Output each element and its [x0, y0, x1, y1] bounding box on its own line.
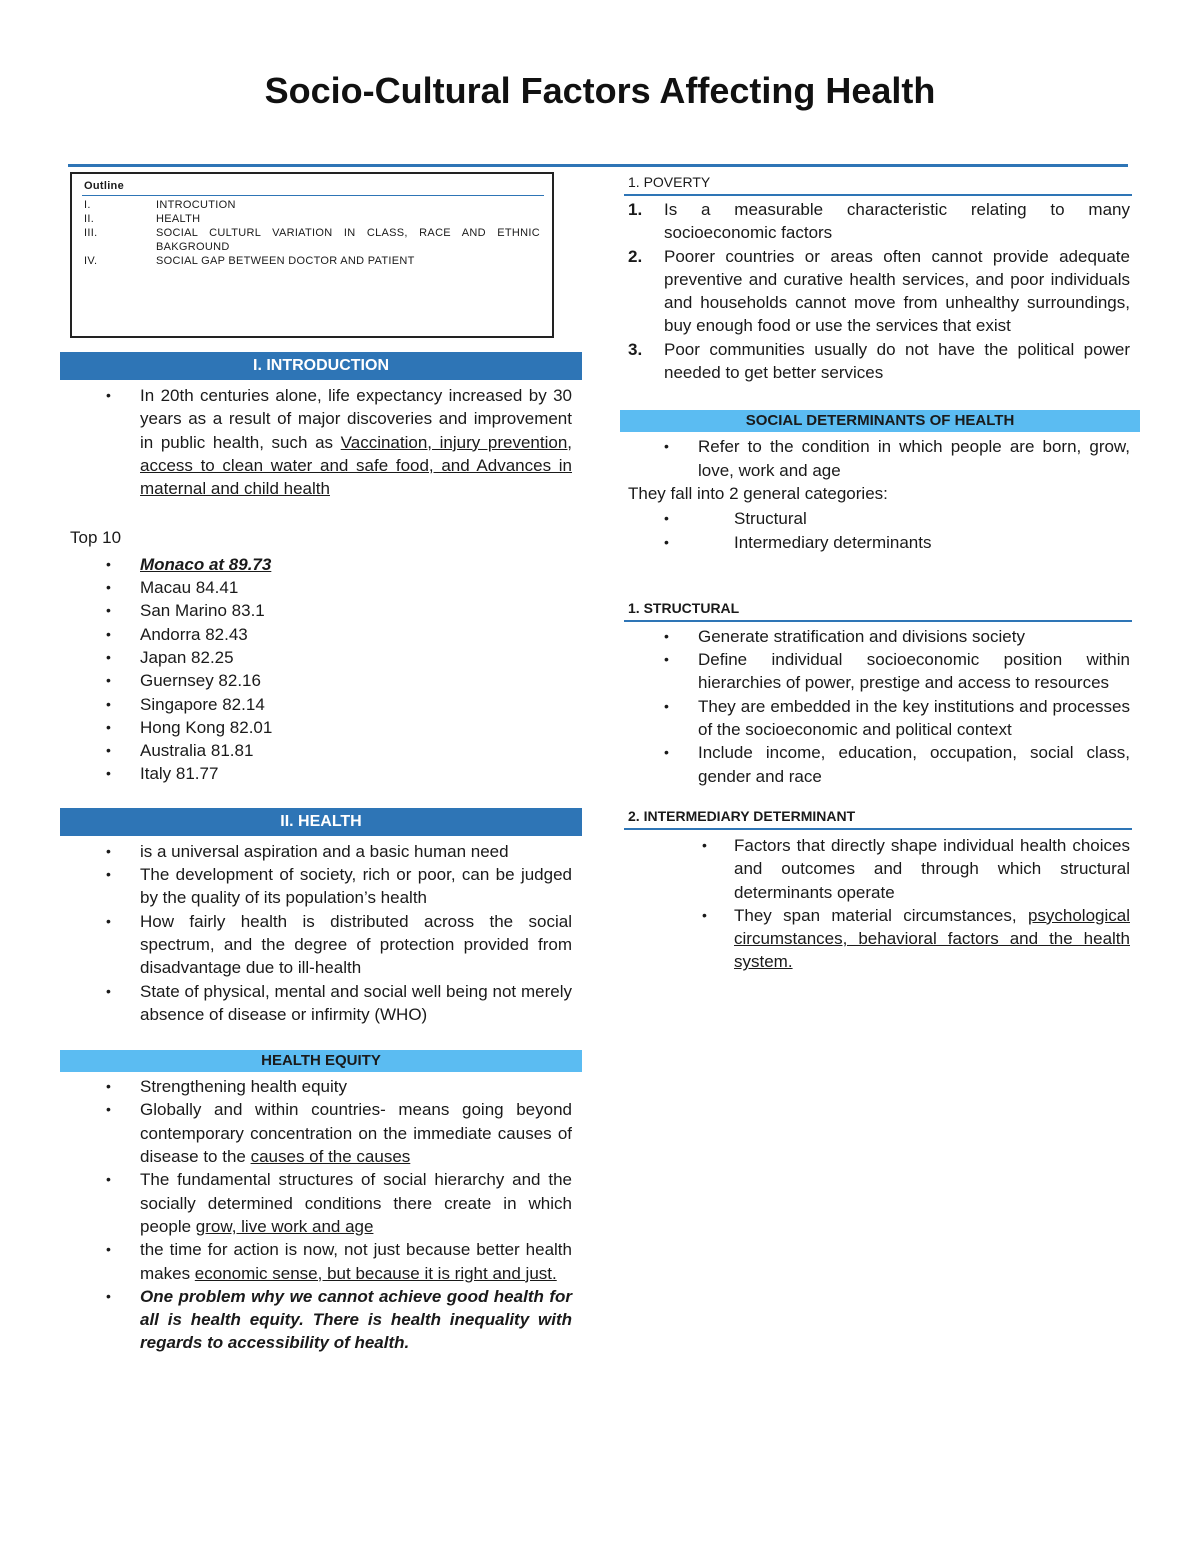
list-item: • Andorra 82.43 — [60, 623, 582, 646]
sdh-categories-intro: They fall into 2 general categories: — [628, 483, 888, 503]
list-item: • They are embedded in the key institutions and processes of the socioeconomic and political context — [620, 695, 1140, 742]
item-number: 1. — [628, 200, 643, 219]
page-title: Socio-Cultural Factors Affecting Health — [264, 70, 936, 111]
list-item: • Factors that directly shape individual health choices and outcomes and through which structural determinants operate — [620, 834, 1140, 904]
list-item — [60, 1098, 582, 1168]
list-item: • Japan 82.25 — [60, 646, 582, 669]
list-item — [620, 198, 1140, 245]
category-text: Structural — [734, 509, 807, 529]
list-item — [620, 531, 1140, 554]
top10-label: Top 10 — [70, 528, 122, 548]
list-item: • Singapore 82.14 — [60, 693, 582, 716]
outline-heading: Outline — [84, 180, 124, 192]
list-item: • Macau 84.41 — [60, 576, 582, 599]
health-equity-heading: HEALTH EQUITY — [60, 1050, 582, 1072]
list-item — [60, 384, 582, 500]
sdh-categories-list — [620, 507, 1140, 554]
structural-heading: 1. STRUCTURAL — [628, 599, 740, 616]
category-text: Intermediary determinants — [734, 532, 932, 552]
list-item — [620, 338, 1140, 385]
outline-item-text: HEALTH — [156, 213, 201, 225]
intermediary-text: They span material circumstances, — [734, 905, 1028, 925]
item-text: Poor communities usually do not have the political power needed to get better services — [664, 339, 1130, 383]
equity-underlined-text: grow, live work and age — [195, 1216, 374, 1236]
outline-item-text: INTROCUTION — [156, 199, 236, 211]
top10-list — [60, 553, 582, 786]
equity-emphasis-text: One problem why we cannot achieve good health for all is health equity. There is health inequality with regards to accessibility of health. — [140, 1286, 572, 1353]
outline-item-number: III. — [84, 227, 98, 239]
list-item — [60, 553, 582, 576]
equity-underlined-text: economic sense, but because it is right and just. — [194, 1263, 557, 1283]
item-number: 2. — [628, 246, 643, 266]
item-text: Is a measurable characteristic relating to many socioeconomic factors — [664, 200, 1130, 243]
list-item: • Define individual socioeconomic position within hierarchies of power, prestige and access to resources — [620, 648, 1140, 695]
list-item — [60, 1285, 582, 1355]
outline-item-text: SOCIAL CULTURL VARIATION IN CLASS, RACE AND ETHNIC BAKGROUND — [156, 227, 540, 253]
list-item — [60, 1168, 582, 1238]
list-item: • is a universal aspiration and a basic human need — [60, 840, 582, 863]
title-divider — [68, 164, 1128, 167]
list-item: • The development of society, rich or poor, can be judged by the quality of its population’s health — [60, 863, 582, 910]
list-item: • Strengthening health equity — [60, 1075, 582, 1098]
poverty-heading: 1. POVERTY — [628, 174, 711, 190]
health-heading: II. HEALTH — [60, 808, 582, 836]
list-item: • Hong Kong 82.01 — [60, 716, 582, 739]
introduction-list — [60, 384, 582, 500]
list-item: • Italy 81.77 — [60, 762, 582, 785]
right-column — [620, 172, 1140, 974]
list-item: • Guernsey 82.16 — [60, 669, 582, 692]
equity-text: Globally and within countries- means going beyond contemporary concentration on the immediate causes of disease to the — [140, 1100, 572, 1167]
list-item — [60, 1238, 582, 1285]
intermediary-heading: 2. INTERMEDIARY DETERMINANT — [628, 807, 856, 824]
list-item: • Refer to the condition in which people are born, grow, love, work and age — [620, 435, 1140, 482]
poverty-list — [620, 198, 1140, 384]
top10-entry: Monaco at 89.73 — [140, 554, 272, 574]
outline-item — [72, 198, 552, 212]
equity-text: The fundamental structures of social hierarchy and the socially determined conditions there create in which people — [140, 1170, 572, 1236]
introduction-heading: I. INTRODUCTION — [60, 352, 582, 380]
sdh-heading: SOCIAL DETERMINANTS OF HEALTH — [620, 410, 1140, 432]
list-item — [620, 245, 1140, 338]
list-item: • Australia 81.81 — [60, 739, 582, 762]
intermediary-underlined-text: psychological circumstances, behavioral factors and the health system. — [734, 905, 1130, 972]
equity-underlined-text: causes of the causes — [250, 1147, 411, 1167]
intro-underlined-text: Vaccination, injury prevention, access to clean water and safe food, and Advances in maternal and child health — [140, 432, 572, 499]
outline-item — [72, 226, 552, 254]
intermediary-list — [620, 834, 1140, 974]
item-number: 3. — [628, 339, 643, 359]
structural-divider — [624, 620, 1132, 622]
intro-text: In 20th centuries alone, life expectancy increased by 30 years as a result of major discoveries and improvement in public health, such as — [140, 386, 572, 452]
outline-item-number: IV. — [84, 255, 98, 267]
list-item — [620, 904, 1140, 974]
list-item — [620, 507, 1140, 530]
intermediary-divider — [624, 828, 1132, 830]
health-equity-list — [60, 1075, 582, 1355]
outline-item — [72, 212, 552, 226]
outline-item-text: SOCIAL GAP BETWEEN DOCTOR AND PATIENT — [156, 255, 415, 267]
health-list — [60, 840, 582, 1026]
item-text: Poorer countries or areas often cannot provide adequate preventive and curative health services, and poor individuals and households cannot move from unhealthy surroundings, buy enough food or use the services that exist — [664, 246, 1130, 336]
outline-item — [72, 254, 552, 268]
equity-text: the time for action is now, not just because better health makes — [140, 1240, 572, 1283]
list-item: • San Marino 83.1 — [60, 599, 582, 622]
outline-box — [70, 172, 554, 338]
list-item: • Include income, education, occupation, social class, gender and race — [620, 741, 1140, 788]
list-item: • State of physical, mental and social well being not merely absence of disease or infirmity (WHO) — [60, 980, 582, 1027]
outline-item-number: II. — [84, 213, 95, 225]
list-item: • Generate stratification and divisions society — [620, 625, 1140, 648]
structural-list — [620, 625, 1140, 788]
outline-divider — [82, 195, 544, 196]
list-item: • How fairly health is distributed across the social spectrum, and the degree of protection provided from disadvantage due to ill-health — [60, 910, 582, 980]
left-column — [60, 172, 582, 1355]
outline-item-number: I. — [84, 199, 91, 211]
poverty-divider — [624, 194, 1132, 196]
sdh-list — [620, 435, 1140, 482]
